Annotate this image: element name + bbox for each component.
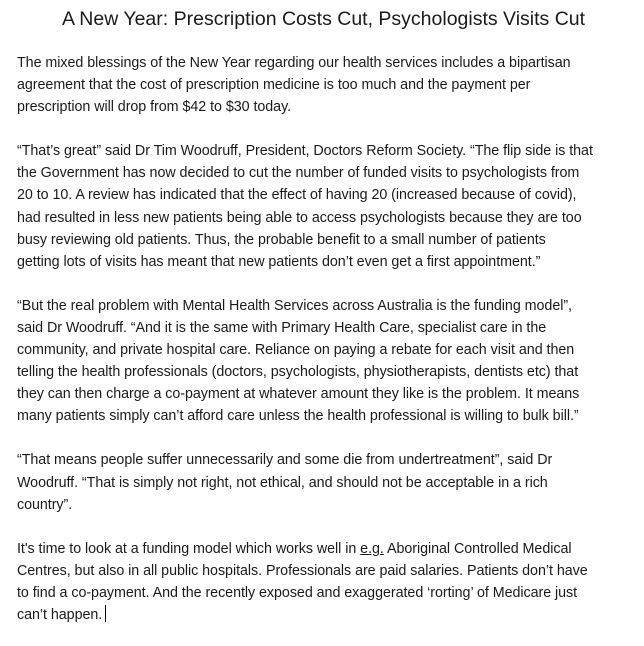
text-line: Woodruff. “That is simply not right, not ethical, and should not be acceptable in a rich [17, 474, 548, 491]
text-line [17, 604, 630, 626]
paragraph-5[interactable] [17, 538, 630, 626]
text-segment: Aboriginal Controlled Medical [383, 540, 572, 557]
text-cursor [105, 605, 106, 622]
text-line: community, and private hospital care. Reliance on paying a rebate for each visit and then [17, 342, 575, 359]
text-segment: can’t happen. [17, 606, 103, 623]
text-line: “But the real problem with Mental Health Services across Australia is the funding model”, [17, 297, 572, 314]
text-line [17, 538, 630, 560]
text-line: the Government has now decided to cut the number of funded visits to psychologists from [17, 165, 580, 182]
paragraph-2 [17, 140, 630, 273]
text-line: telling the health professionals (doctors, psychologists, physiotherapists, dentists etc) that [17, 364, 579, 381]
text-line: they can then charge a co-payment at whatever amount they like is the problem. It means [17, 386, 580, 403]
text-line: “That’s great” said Dr Tim Woodruff, President, Doctors Reform Society. “The flip side is that [17, 143, 593, 160]
text-line: country”. [17, 496, 73, 513]
text-line: The mixed blessings of the New Year regarding our health services includes a bipartisan [17, 55, 571, 71]
document-title: A New Year: Prescription Costs Cut, Psychologists Visits Cut [61, 8, 586, 30]
text-line: agreement that the cost of prescription medicine is too much and the payment per [17, 77, 531, 94]
text-line: said Dr Woodruff. “And it is the same with Primary Health Care, specialist care in the [17, 319, 547, 336]
paragraph-1 [17, 52, 630, 118]
spellcheck-underlined-word: e.g. [360, 540, 384, 557]
paragraph-4 [17, 449, 630, 515]
text-line: getting lots of visits has meant that new patients don’t even get a first appointment.” [17, 253, 541, 270]
text-line: to find a co-payment. And the recently exposed and exaggerated ‘rorting’ of Medicare just [17, 584, 578, 601]
text-segment: It's time to look at a funding model which works well in [17, 540, 361, 557]
text-line: had resulted in less new patients being able to access psychologists because they are too [17, 209, 582, 226]
paragraph-3 [17, 295, 630, 428]
text-line: many patients simply can’t afford care unless the health professional is willing to bulk bill.” [17, 408, 579, 425]
text-line: “That means people suffer unnecessarily and some die from undertreatment”, said Dr [17, 452, 553, 469]
text-line: prescription will drop from $42 to $30 today. [17, 99, 292, 116]
text-line: Centres, but also in all public hospitals. Professionals are paid salaries. Patients don’t have [17, 562, 588, 579]
text-line: busy reviewing old patients. Thus, the probable benefit to a small number of patients [17, 231, 546, 248]
text-line: 20 to 10. A review has indicated that the effect of having 20 (increased because of covid), [17, 187, 577, 204]
